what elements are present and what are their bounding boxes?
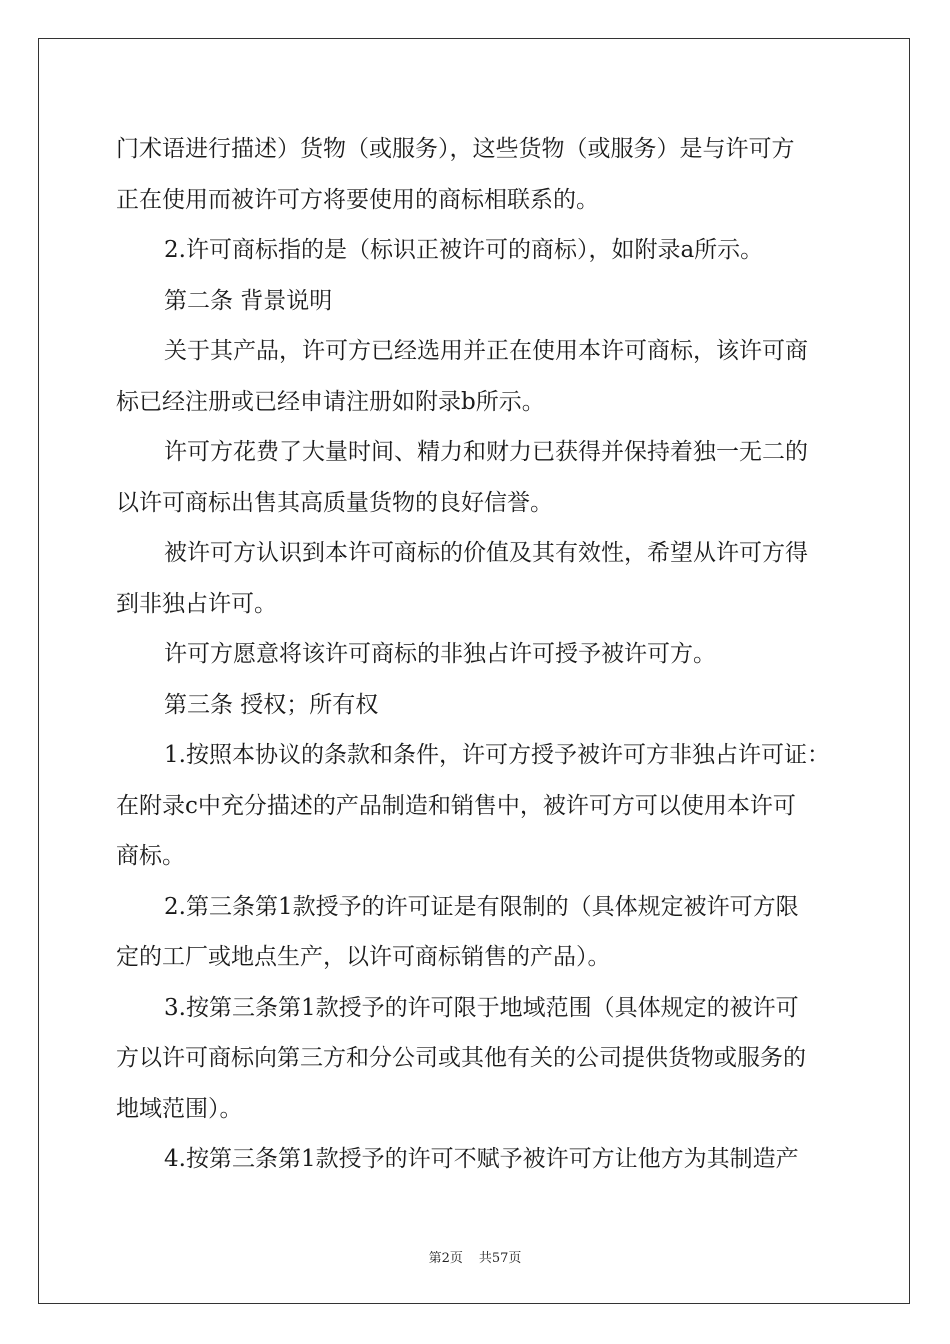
text-line: 标已经注册或已经申请注册如附录b所示。: [116, 388, 545, 415]
text-line: 许可方花费了大量时间、精力和财力已获得并保持着独一无二的: [164, 439, 808, 465]
text-line: 以许可商标出售其高质量货物的良好信誉。: [116, 489, 553, 516]
page-number: 第2页: [428, 1251, 463, 1266]
page-total: 共57页: [478, 1251, 522, 1266]
text-line: 许可方愿意将该许可商标的非独占许可授予被许可方。: [164, 641, 716, 667]
text-line: 定的工厂或地点生产，以许可商标销售的产品）。: [116, 944, 611, 970]
page-footer: [0, 1247, 950, 1266]
text-line: 2.第三条第1款授予的许可证是有限制的（具体规定被许可方限: [164, 893, 799, 920]
text-line: 正在使用而被许可方将要使用的商标相联系的。: [116, 186, 599, 213]
text-line: 2.许可商标指的是（标识正被许可的商标），如附录a所示。: [164, 237, 764, 263]
text-line: 1.按照本协议的条款和条件，许可方授予被许可方非独占许可证：: [164, 742, 830, 768]
text-line: 3.按第三条第1款授予的许可限于地域范围（具体规定的被许可: [164, 994, 799, 1021]
section-heading: 第二条 背景说明: [164, 287, 333, 314]
text-line: 被许可方认识到本许可商标的价值及其有效性，希望从许可方得: [164, 540, 808, 566]
text-line: 方以许可商标向第三方和分公司或其他有关的公司提供货物或服务的: [116, 1045, 806, 1071]
document-body: [116, 124, 836, 1185]
text-line: 在附录c中充分描述的产品制造和销售中，被许可方可以使用本许可: [116, 792, 796, 819]
text-line: 商标。: [116, 843, 185, 869]
text-line: 地域范围）。: [116, 1095, 243, 1122]
text-line: 到非独占许可。: [116, 590, 277, 617]
section-heading: 第三条 授权；所有权: [164, 691, 379, 718]
text-line: 4.按第三条第1款授予的许可不赋予被许可方让他方为其制造产: [164, 1146, 799, 1172]
text-line: 门术语进行描述）货物（或服务），这些货物（或服务）是与许可方: [116, 136, 795, 162]
text-line: 关于其产品，许可方已经选用并正在使用本许可商标，该许可商: [164, 338, 808, 364]
